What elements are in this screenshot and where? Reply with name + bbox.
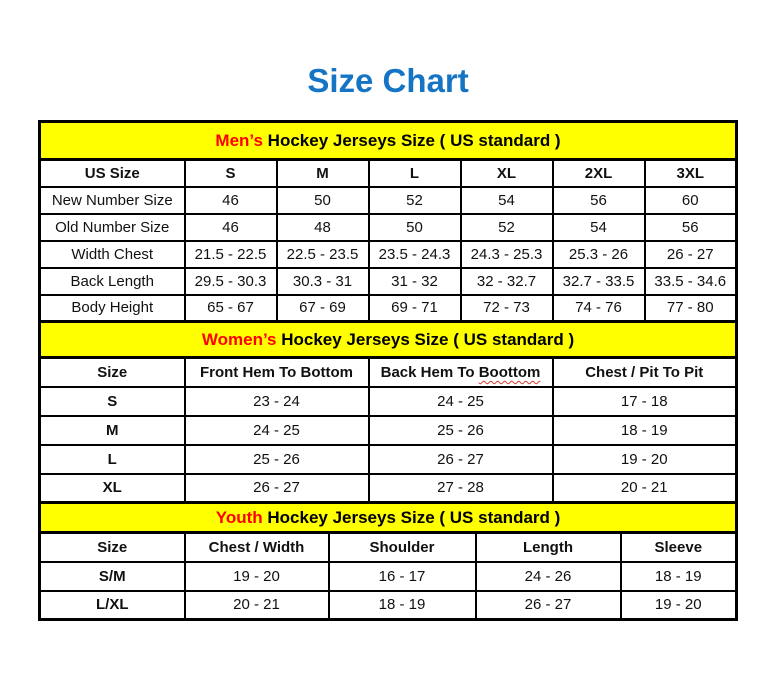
table-cell: 23 - 24: [185, 387, 369, 416]
table-cell: 77 - 80: [645, 295, 737, 322]
column-header: 2XL: [553, 160, 645, 187]
row-label: L: [40, 445, 185, 474]
table-cell: 32 - 32.7: [461, 268, 553, 295]
table-cell: 32.7 - 33.5: [553, 268, 645, 295]
table-cell: 24.3 - 25.3: [461, 241, 553, 268]
table-row: [40, 387, 737, 416]
table-cell: 54: [461, 187, 553, 214]
table-cell: 25.3 - 26: [553, 241, 645, 268]
table-cell: 20 - 21: [185, 591, 329, 620]
table-cell: 24 - 25: [185, 416, 369, 445]
row-label: Old Number Size: [40, 214, 185, 241]
table-cell: 50: [277, 187, 369, 214]
womens-section-band: [40, 322, 737, 358]
page-title: Size Chart: [307, 62, 469, 99]
mens-size-table: [38, 120, 738, 323]
row-label: L/XL: [40, 591, 185, 620]
table-cell: 72 - 73: [461, 295, 553, 322]
youth-title-rest: Hockey Jerseys Size ( US standard ): [262, 507, 561, 527]
table-row: [40, 474, 737, 503]
column-header: S: [185, 160, 277, 187]
column-header: [369, 358, 553, 387]
table-cell: 26 - 27: [645, 241, 737, 268]
column-header: Size: [40, 358, 185, 387]
mens-section-title: [40, 122, 737, 160]
back-hem-misspelled-word: Boottom: [478, 363, 541, 381]
womens-size-table: [38, 320, 738, 504]
table-cell: 33.5 - 34.6: [645, 268, 737, 295]
table-cell: 74 - 76: [553, 295, 645, 322]
table-cell: 67 - 69: [277, 295, 369, 322]
womens-section-title: [40, 322, 737, 358]
table-cell: 48: [277, 214, 369, 241]
table-cell: 54: [553, 214, 645, 241]
column-header: Shoulder: [329, 533, 476, 562]
row-label: XL: [40, 474, 185, 503]
table-cell: 25 - 26: [369, 416, 553, 445]
table-cell: 46: [185, 214, 277, 241]
youth-section-band: [40, 503, 737, 533]
row-label: Back Length: [40, 268, 185, 295]
column-header: Front Hem To Bottom: [185, 358, 369, 387]
row-label: Width Chest: [40, 241, 185, 268]
table-cell: 19 - 20: [621, 591, 737, 620]
womens-title-rest: Hockey Jerseys Size ( US standard ): [276, 329, 575, 349]
table-row: [40, 591, 737, 620]
table-cell: 22.5 - 23.5: [277, 241, 369, 268]
youth-title-highlight: Youth: [215, 507, 263, 527]
column-header: M: [277, 160, 369, 187]
column-header: L: [369, 160, 461, 187]
table-cell: 52: [369, 187, 461, 214]
table-cell: 24 - 26: [476, 562, 621, 591]
table-cell: 20 - 21: [553, 474, 737, 503]
back-hem-label-prefix: Back Hem To: [380, 363, 479, 381]
table-row: [40, 533, 737, 562]
table-cell: 52: [461, 214, 553, 241]
column-header: Sleeve: [621, 533, 737, 562]
mens-title-highlight: Men’s: [215, 130, 263, 150]
table-cell: 27 - 28: [369, 474, 553, 503]
table-cell: 46: [185, 187, 277, 214]
mens-section-band: [40, 122, 737, 160]
table-cell: 50: [369, 214, 461, 241]
row-label: S/M: [40, 562, 185, 591]
table-cell: 17 - 18: [553, 387, 737, 416]
table-cell: 26 - 27: [185, 474, 369, 503]
table-row: [40, 241, 737, 268]
table-row: [40, 562, 737, 591]
table-cell: 25 - 26: [185, 445, 369, 474]
table-cell: 16 - 17: [329, 562, 476, 591]
column-header: 3XL: [645, 160, 737, 187]
table-cell: 18 - 19: [553, 416, 737, 445]
table-cell: 26 - 27: [476, 591, 621, 620]
mens-title-rest: Hockey Jerseys Size ( US standard ): [262, 130, 561, 150]
table-cell: 24 - 25: [369, 387, 553, 416]
table-cell: 31 - 32: [369, 268, 461, 295]
womens-title-highlight: Women’s: [201, 329, 277, 349]
table-row: [40, 358, 737, 387]
table-cell: 29.5 - 30.3: [185, 268, 277, 295]
column-header: Chest / Pit To Pit: [553, 358, 737, 387]
table-cell: 69 - 71: [369, 295, 461, 322]
table-row: [40, 295, 737, 322]
column-header: Length: [476, 533, 621, 562]
table-cell: 18 - 19: [621, 562, 737, 591]
table-cell: 65 - 67: [185, 295, 277, 322]
table-row: [40, 416, 737, 445]
table-cell: 26 - 27: [369, 445, 553, 474]
table-cell: 19 - 20: [553, 445, 737, 474]
table-cell: 30.3 - 31: [277, 268, 369, 295]
table-row: [40, 445, 737, 474]
table-cell: 56: [645, 214, 737, 241]
table-row: [40, 187, 737, 214]
table-row: [40, 214, 737, 241]
row-label: S: [40, 387, 185, 416]
column-header: Size: [40, 533, 185, 562]
table-cell: 21.5 - 22.5: [185, 241, 277, 268]
table-cell: 60: [645, 187, 737, 214]
column-header: US Size: [40, 160, 185, 187]
table-cell: 23.5 - 24.3: [369, 241, 461, 268]
table-cell: 19 - 20: [185, 562, 329, 591]
youth-section-title: [40, 503, 737, 533]
table-row: [40, 268, 737, 295]
youth-size-table: [38, 501, 738, 621]
row-label: New Number Size: [40, 187, 185, 214]
column-header: Chest / Width: [185, 533, 329, 562]
column-header: XL: [461, 160, 553, 187]
table-cell: 18 - 19: [329, 591, 476, 620]
table-row: [40, 160, 737, 187]
row-label: Body Height: [40, 295, 185, 322]
size-chart-tables: [38, 120, 735, 621]
table-cell: 56: [553, 187, 645, 214]
row-label: M: [40, 416, 185, 445]
